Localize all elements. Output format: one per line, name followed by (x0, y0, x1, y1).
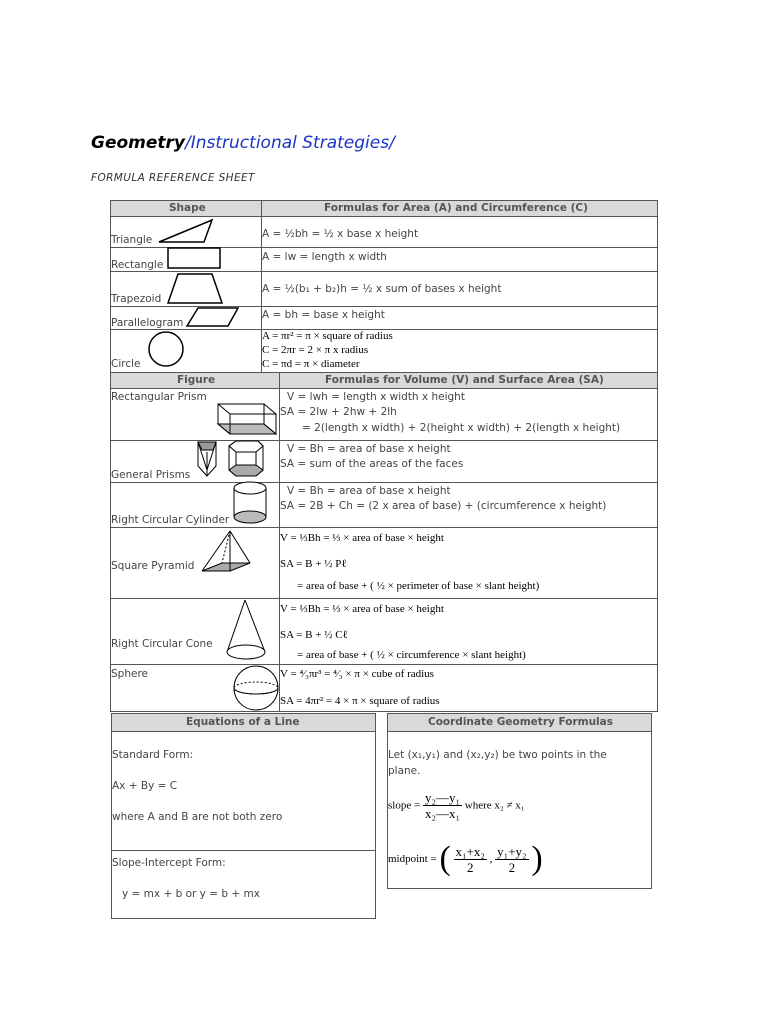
circle-label: Circle (111, 358, 141, 370)
standard-form-label: Standard Form: (112, 749, 194, 761)
volume-table-header (111, 372, 657, 389)
triangle-icon (156, 218, 216, 244)
slope-intercept-equation: y = mx + b or y = b + mx (122, 888, 260, 900)
header-volume-formulas: Formulas for Volume (V) and Surface Area (SA) (325, 374, 604, 386)
circle-icon (147, 330, 187, 370)
circle-circumference-formula-1: C = 2πr = 2 × π x radius (262, 344, 369, 356)
coordinate-intro-line1: Let (x₁,y₁) and (x₂,y₂) be two points in the (388, 749, 607, 761)
cone-surface: SA = B + ½ Cℓ (280, 629, 348, 641)
standard-form-equation: Ax + By = C (112, 780, 178, 792)
slope-formula: slope = $\frac{\text{y₂—y₁}}{\text{x₂—x₁}}$ where x₂ ≠ x₁ (388, 790, 525, 821)
parallelogram-icon (186, 306, 242, 330)
parallelogram-label: Parallelogram (111, 317, 184, 329)
coordinate-intro-line2: plane. (388, 765, 421, 777)
slope-numerator: y₂—y₁ (424, 790, 461, 805)
page-title (91, 133, 395, 153)
area-table-header (111, 201, 657, 217)
sphere-icon (232, 664, 282, 714)
midpoint-formula: midpoint = ( $\frac{\text{x₁+x₂}}{2}$ , $\frac{\text{y₁+y₂}}{2}$ ) (388, 840, 543, 877)
cylinder-label: Right Circular Cylinder (111, 514, 230, 526)
circle-circumference-formula-2: C = πd = π × diameter (262, 358, 360, 370)
cylinder-surface: SA = 2B + Ch = (2 x area of base) + (circumference x height) (280, 500, 607, 512)
sphere-label: Sphere (111, 668, 148, 680)
general-prisms-label: General Prisms (111, 469, 191, 481)
slope-denominator: x₂—x₁ (424, 806, 461, 821)
cylinder-icon (232, 481, 272, 527)
parallelogram-formula: A = bh = base x height (262, 309, 385, 321)
cone-icon (225, 598, 269, 662)
cone-volume: V = ⅓Bh = ⅓ × area of base × height (280, 603, 444, 615)
square-pyramid-surface-expanded: = area of base + ( ½ × perimeter of base × slant height) (297, 580, 540, 592)
rectangle-label: Rectangle (111, 259, 164, 271)
coordinate-geometry-header: Coordinate Geometry Formulas (388, 714, 651, 732)
rectangular-prism-volume: V = lwh = length x width x height (287, 391, 465, 403)
sphere-surface: SA = 4πr² = 4 × π × square of radius (280, 695, 440, 707)
cone-label: Right Circular Cone (111, 638, 213, 650)
slope-condition: where x₂ ≠ x₁ (464, 799, 525, 812)
square-pyramid-icon (200, 529, 256, 575)
general-prisms-icon (196, 440, 266, 480)
header-area-formulas: Formulas for Area (A) and Circumference (C) (324, 202, 588, 214)
rectangle-icon (167, 247, 223, 271)
trapezoid-formula: A = ½(b₁ + b₂)h = ½ x sum of bases x height (262, 283, 502, 295)
title-link[interactable]: /Instructional Strategies/ (185, 133, 395, 153)
trapezoid-label: Trapezoid (111, 293, 162, 305)
triangle-label: Triangle (111, 234, 153, 246)
square-pyramid-label: Square Pyramid (111, 560, 195, 572)
slope-intercept-label: Slope-Intercept Form: (112, 857, 226, 869)
rectangular-prism-label: Rectangular Prism (111, 391, 207, 403)
square-pyramid-volume: V = ⅓Bh = ⅓ × area of base × height (280, 532, 444, 544)
cone-surface-expanded: = area of base + ( ½ × circumference × slant height) (297, 649, 526, 661)
midpoint-y-numerator: y₁+y₂ (497, 843, 527, 859)
rectangular-prism-icon (216, 400, 280, 440)
sphere-volume: V = ⁴⁄₃πr³ = ⁴⁄₃ × π × cube of radius (280, 668, 434, 680)
rectangle-formula: A = lw = length x width (262, 251, 387, 263)
square-pyramid-surface: SA = B + ½ Pℓ (280, 558, 347, 570)
header-figure: Figure (177, 374, 216, 386)
triangle-formula: A = ½bh = ½ x base x height (262, 228, 419, 240)
rectangular-prism-surface: SA = 2lw + 2hw + 2lh (280, 406, 397, 418)
page-subtitle: FORMULA REFERENCE SHEET (91, 172, 255, 184)
circle-area-formula: A = πr² = π × square of radius (262, 330, 393, 342)
general-prisms-volume: V = Bh = area of base x height (287, 443, 451, 455)
standard-form-note: where A and B are not both zero (112, 811, 283, 823)
rectangular-prism-surface-expanded: = 2(length x width) + 2(height x width) + 2(length x height) (302, 422, 621, 434)
midpoint-x-numerator: x₁+x₂ (455, 843, 485, 859)
cylinder-volume: V = Bh = area of base x height (287, 485, 451, 497)
title-bold: Geometry (91, 133, 185, 153)
general-prisms-surface: SA = sum of the areas of the faces (280, 458, 464, 470)
line-equations-header: Equations of a Line (112, 714, 375, 732)
trapezoid-icon (166, 272, 226, 306)
header-shape: Shape (169, 202, 206, 214)
